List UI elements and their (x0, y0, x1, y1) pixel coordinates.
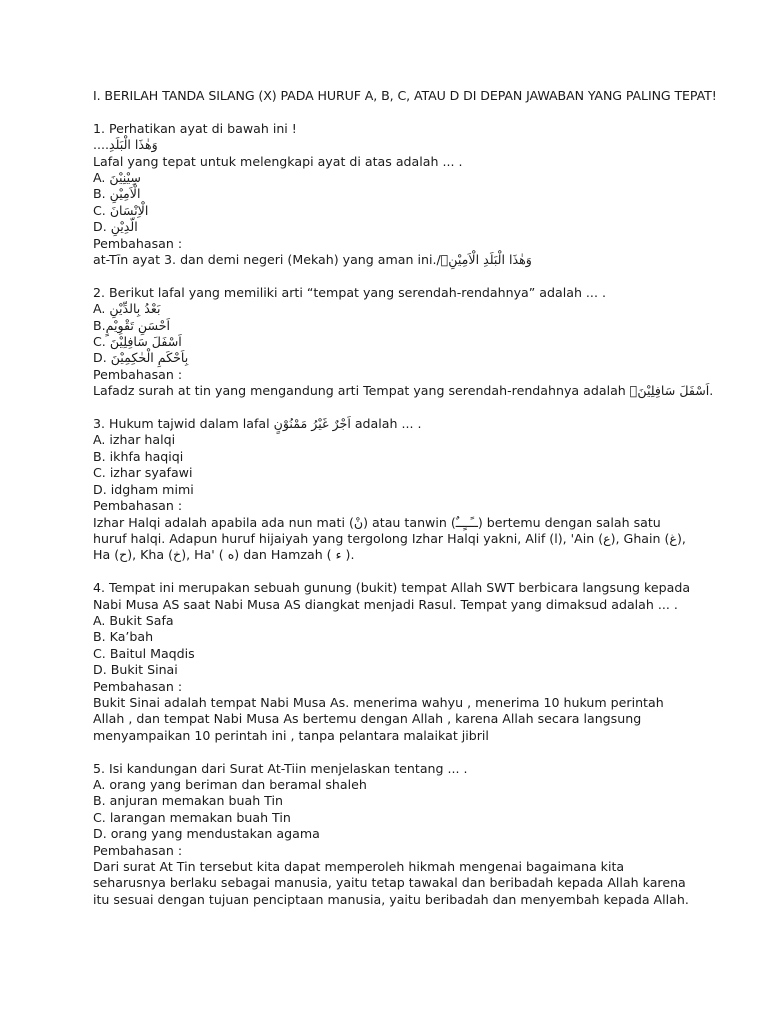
question-2 (93, 284, 714, 400)
pembahasan-latin: at-Tīn ayat 3. dan demi negeri (Mekah) yang aman ini./ (93, 252, 441, 268)
option-d[interactable] (93, 662, 693, 678)
option-label: A. (93, 301, 106, 317)
question-1 (93, 121, 693, 269)
option-text: Baitul Maqdis (109, 645, 195, 661)
option-label: C. (93, 645, 106, 661)
option-a[interactable] (93, 777, 693, 793)
question-4-text: 4. Tempat ini merupakan sebuah gunung (bukit) tempat Allah SWT berbicara langsung kepada Nabi Musa AS saat Nabi Musa AS diangkat menjadi Rasul. Tempat yang dimaksud adalah ... . (93, 580, 691, 612)
option-text: ikhfa haqiqi (109, 448, 184, 464)
question-4 (93, 580, 693, 744)
ayat-arabic: وَهٰذَا الْبَلَدِ (109, 137, 158, 153)
option-text: سِيْنِيْنَ (109, 170, 141, 186)
option-text: اَسْفَلَ سَافِلِيْنَ (109, 334, 182, 350)
option-text: larangan memakan buah Tin (109, 809, 291, 825)
option-c[interactable] (93, 646, 693, 662)
option-text: بِاَحْكَمِ الْحٰكِمِيْنَ (110, 350, 189, 366)
pembahasan-end: . (709, 383, 714, 399)
spacer (93, 400, 693, 416)
document-body (93, 88, 717, 908)
pembahasan-label: Pembahasan : (93, 678, 183, 694)
option-b[interactable] (93, 449, 693, 465)
option-label: C. (93, 465, 106, 481)
question-3-post: adalah ... . (354, 416, 422, 432)
option-label: D. (93, 826, 107, 842)
option-a[interactable] (93, 432, 693, 448)
pembahasan-text: Bukit Sinai adalah tempat Nabi Musa As. menerima wahyu , menerima 10 hukum perintah Allah , dan tempat Nabi Musa As bertemu dengan Allah , karena Allah secara langsung menyampaikan 10 perintah ini , tanpa pelantara malaikat jibril (93, 694, 664, 743)
question-3-pre: 3. Hukum tajwid dalam lafal (93, 416, 270, 432)
section-heading: I. BERILAH TANDA SILANG (X) PADA HURUF A, B, C, ATAU D DI DEPAN JAWABAN YANG PALING TEPAT! (93, 88, 717, 103)
option-d[interactable] (93, 826, 693, 842)
option-d[interactable] (93, 219, 693, 235)
ayat-ellipsis: .... (93, 137, 110, 153)
pembahasan-latin: Lafadz surah at tin yang mengandung arti Tempat yang serendah-rendahnya adalah (93, 383, 626, 399)
option-label: C. (93, 809, 106, 825)
option-text: Ka’bah (109, 629, 154, 645)
question-1-prompt: Lafal yang tepat untuk melengkapi ayat di atas adalah ... . (93, 153, 463, 169)
option-b[interactable] (93, 629, 693, 645)
option-text: بَعْدُ بِالدِّيْنِ (109, 301, 161, 317)
option-text: idgham mimi (110, 481, 194, 497)
option-c[interactable] (93, 810, 693, 826)
spacer (93, 268, 693, 284)
option-a[interactable] (93, 613, 693, 629)
question-3 (93, 416, 693, 564)
option-text: orang yang mendustakan agama (110, 826, 320, 842)
option-text: الْاِنْسَانَ (109, 202, 149, 218)
question-2-text: 2. Berikut lafal yang memiliki arti “tempat yang serendah-rendahnya” adalah ... . (93, 284, 606, 300)
option-a[interactable] (93, 301, 693, 317)
option-c[interactable] (93, 334, 693, 350)
pembahasan-label: Pembahasan : (93, 498, 183, 514)
pembahasan-text (93, 252, 693, 268)
option-label: D. (93, 662, 107, 678)
pembahasan-label: Pembahasan : (93, 842, 183, 858)
spacer (93, 744, 693, 760)
question-5 (93, 761, 693, 909)
option-text: الْاَمِيْنِ (109, 186, 141, 202)
option-label: B. (93, 793, 106, 809)
option-label: B. (93, 317, 106, 333)
question-3-text (93, 416, 693, 432)
pembahasan-label: Pembahasan : (93, 366, 183, 382)
option-b[interactable] (93, 186, 693, 202)
pembahasan-arabic: اَسْفَلَ سَافِلِيْنَۙ (629, 383, 710, 399)
spacer (93, 104, 693, 120)
pembahasan-label: Pembahasan : (93, 235, 183, 251)
option-label: C. (93, 334, 106, 350)
option-a[interactable] (93, 170, 693, 186)
option-label: A. (93, 612, 106, 628)
option-c[interactable] (93, 465, 693, 481)
option-label: A. (93, 170, 106, 186)
pembahasan-text: Dari surat At Tin tersebut kita dapat memperoleh hikmah mengenai bagaimana kita seharusnya berlaku sebagai manusia, yaitu tetap tawakal dan beribadah kepada Allah karena itu sesuai dengan tujuan penciptaan manusia, yaitu beribadah dan menyembah kepada Allah. (93, 859, 689, 907)
option-text: اَحْسَنِ تَقْوِيْمٍ (105, 317, 171, 333)
option-label: B. (93, 186, 106, 202)
spacer (93, 564, 693, 580)
pembahasan-arabic: وَهٰذَا الْبَلَدِ الْاَمِيْنِۙ (440, 252, 532, 268)
option-label: D. (93, 350, 107, 366)
option-d[interactable] (93, 350, 693, 366)
option-label: D. (93, 481, 107, 497)
option-label: A. (93, 776, 106, 792)
option-text: orang yang beriman dan beramal shaleh (109, 776, 367, 792)
option-label: C. (93, 202, 106, 218)
option-text: الّدِيْنِ (110, 219, 138, 235)
question-1-text: 1. Perhatikan ayat di bawah ini ! (93, 120, 297, 136)
option-label: D. (93, 219, 107, 235)
option-text: anjuran memakan buah Tin (109, 793, 283, 809)
option-text: Bukit Sinai (110, 662, 178, 678)
question-1-ayat (93, 137, 693, 153)
option-text: Bukit Safa (109, 612, 174, 628)
option-label: B. (93, 629, 106, 645)
option-b[interactable] (93, 793, 693, 809)
question-3-arabic: اَجْرٌ غَيْرُ مَمْنُوْنٍ (273, 416, 351, 432)
option-label: A. (93, 432, 106, 448)
option-text: izhar syafawi (109, 465, 193, 481)
option-label: B. (93, 448, 106, 464)
option-text: izhar halqi (109, 432, 176, 448)
option-b[interactable] (93, 318, 693, 334)
pembahasan-text (93, 383, 714, 399)
option-c[interactable] (93, 203, 693, 219)
pembahasan-text: Izhar Halqi adalah apabila ada nun mati (نْ) atau tanwin (ــًــٍــٌ) bertemu dengan salah satu huruf halqi. Adapun huruf hijaiyah yang tergolong Izhar Halqi yakni, Alif (ا), 'Ain (ع), Ghain (غ), Ha (ح), Kha (خ), Ha' ( ه) dan Hamzah ( ء ). (93, 514, 686, 563)
question-5-text: 5. Isi kandungan dari Surat At-Tiin menjelaskan tentang ... . (93, 760, 468, 776)
option-d[interactable] (93, 482, 693, 498)
